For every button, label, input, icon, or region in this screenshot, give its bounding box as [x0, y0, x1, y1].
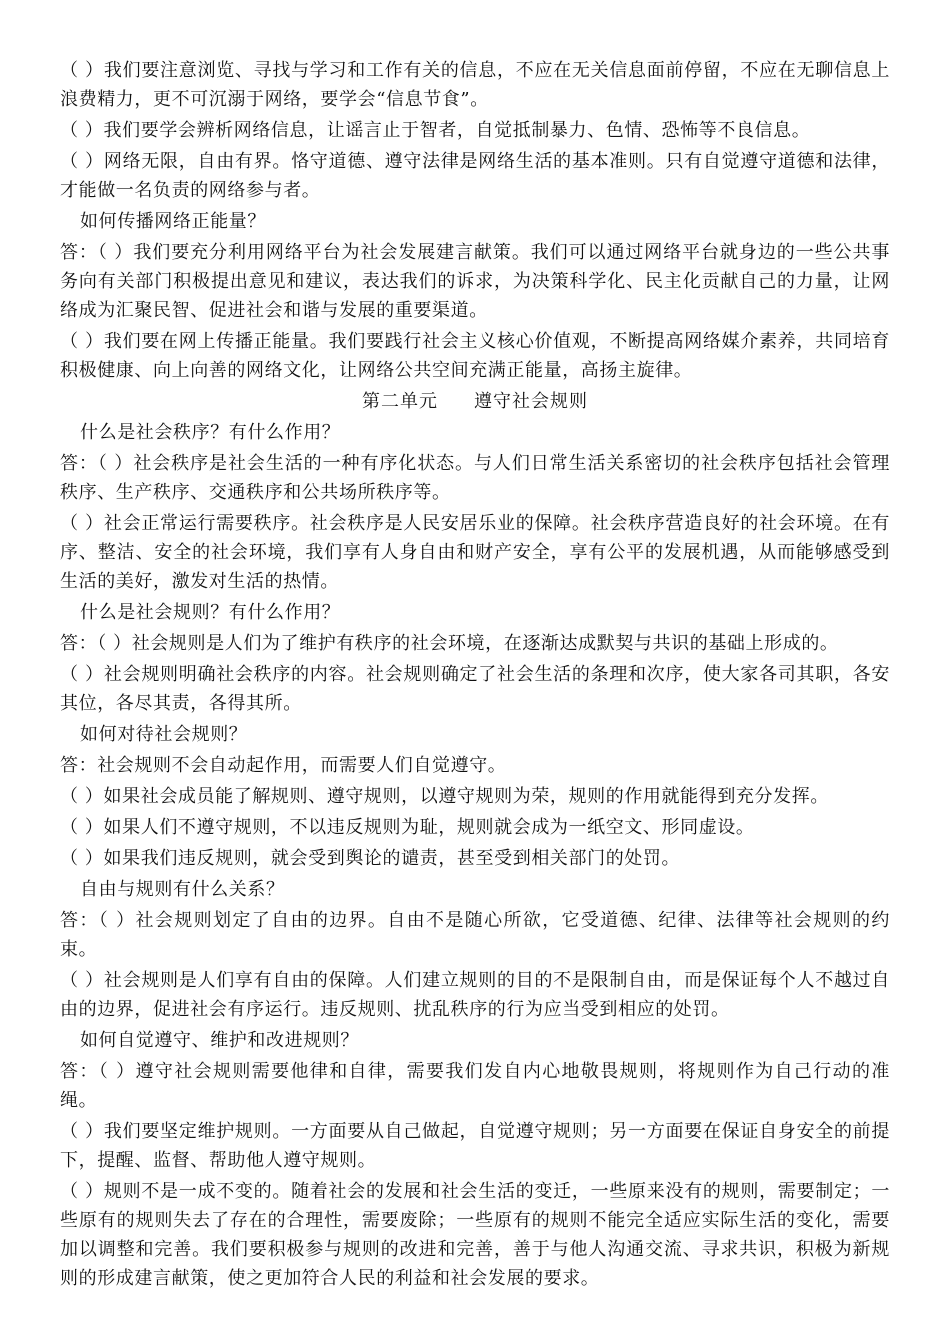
answer-paragraph: （ ）规则不是一成不变的。随着社会的发展和社会生活的变迁，一些原来没有的规则，需要制定；一些原有的规则失去了存在的合理性，需要废除；一些原有的规则不能完全适应实际生活的变化，需要加以调整和完善。我们要积极参与规则的改进和完善，善于与他人沟通交流、寻求共识，积极为新规则的形成建言献策，使之更加符合人民的利益和社会发展的要求。	[60, 1181, 890, 1289]
question-heading: 如何自觉遵守、维护和改进规则？	[80, 1030, 359, 1051]
unit-number: 第二单元	[362, 391, 438, 412]
answer-paragraph: （ ）如果我们违反规则，就会受到舆论的谴责，甚至受到相关部门的处罚。	[60, 848, 681, 869]
question-heading: 什么是社会秩序？有什么作用？	[80, 422, 341, 443]
answer-paragraph: （ ）社会规则明确社会秩序的内容。社会规则确定了社会生活的条理和次序，使大家各司其职，各安其位，各尽其责，各得其所。	[60, 664, 890, 714]
paragraph: （ ）我们要注意浏览、寻找与学习和工作有关的信息，不应在无关信息面前停留，不应在无聊信息上浪费精力，更不可沉溺于网络，要学会“信息节食”。	[60, 60, 890, 110]
question-heading: 如何传播网络正能量？	[80, 211, 266, 232]
unit-name: 遵守社会规则	[474, 391, 588, 412]
paragraph: （ ）网络无限，自由有界。恪守道德、遵守法律是网络生活的基本准则。只有自觉遵守道德和法律，才能做一名负责的网络参与者。	[60, 151, 890, 201]
answer-paragraph: 答：（ ）我们要充分利用网络平台为社会发展建言献策。我们可以通过网络平台就身边的一些公共事务向有关部门积极提出意见和建议，表达我们的诉求，为决策科学化、民主化贡献自己的力量，让网络成为汇聚民智、促进社会和谐与发展的重要渠道。	[60, 242, 890, 321]
answer-paragraph: （ ）社会正常运行需要秩序。社会秩序是人民安居乐业的保障。社会秩序营造良好的社会环境。在有序、整洁、安全的社会环境，我们享有人身自由和财产安全，享有公平的发展机遇，从而能够感受到生活的美好，激发对生活的热情。	[60, 513, 890, 592]
answer-paragraph: 答：（ ）社会秩序是社会生活的一种有序化状态。与人们日常生活关系密切的社会秩序包括社会管理秩序、生产秩序、交通秩序和公共场所秩序等。	[60, 453, 890, 503]
question-heading: 如何对待社会规则？	[80, 724, 248, 745]
answer-paragraph: （ ）我们要坚定维护规则。一方面要从自己做起，自觉遵守规则；另一方面要在保证自身安全的前提下，提醒、监督、帮助他人遵守规则。	[60, 1121, 890, 1171]
unit-title	[60, 387, 890, 416]
answer-paragraph: 答：（ ）遵守社会规则需要他律和自律，需要我们发自内心地敬畏规则，将规则作为自己行动的准绳。	[60, 1061, 890, 1111]
answer-paragraph: 答：（ ）社会规则划定了自由的边界。自由不是随心所欲，它受道德、纪律、法律等社会规则的约束。	[60, 910, 890, 960]
answer-paragraph: （ ）如果社会成员能了解规则、遵守规则，以遵守规则为荣，规则的作用就能得到充分发挥。	[60, 786, 829, 807]
answer-paragraph: （ ）社会规则是人们享有自由的保障。人们建立规则的目的不是限制自由，而是保证每个人不越过自由的边界，促进社会有序运行。违反规则、扰乱秩序的行为应当受到相应的处罚。	[60, 970, 890, 1020]
question-heading: 什么是社会规则？有什么作用？	[80, 602, 341, 623]
question-heading: 自由与规则有什么关系？	[80, 879, 285, 900]
answer-paragraph: 答：（ ）社会规则是人们为了维护有秩序的社会环境，在逐渐达成默契与共识的基础上形成的。	[60, 633, 839, 654]
answer-paragraph: （ ）如果人们不遵守规则，不以违反规则为耻，规则就会成为一纸空文、形同虚设。	[60, 817, 755, 838]
answer-paragraph: 答：社会规则不会自动起作用，而需要人们自觉遵守。	[60, 755, 507, 776]
answer-paragraph: （ ）我们要在网上传播正能量。我们要践行社会主义核心价值观，不断提高网络媒介素养，共同培育积极健康、向上向善的网络文化，让网络公共空间充满正能量，高扬主旋律。	[60, 331, 890, 381]
paragraph: （ ）我们要学会辨析网络信息，让谣言止于智者，自觉抵制暴力、色情、恐怖等不良信息。	[60, 120, 811, 141]
